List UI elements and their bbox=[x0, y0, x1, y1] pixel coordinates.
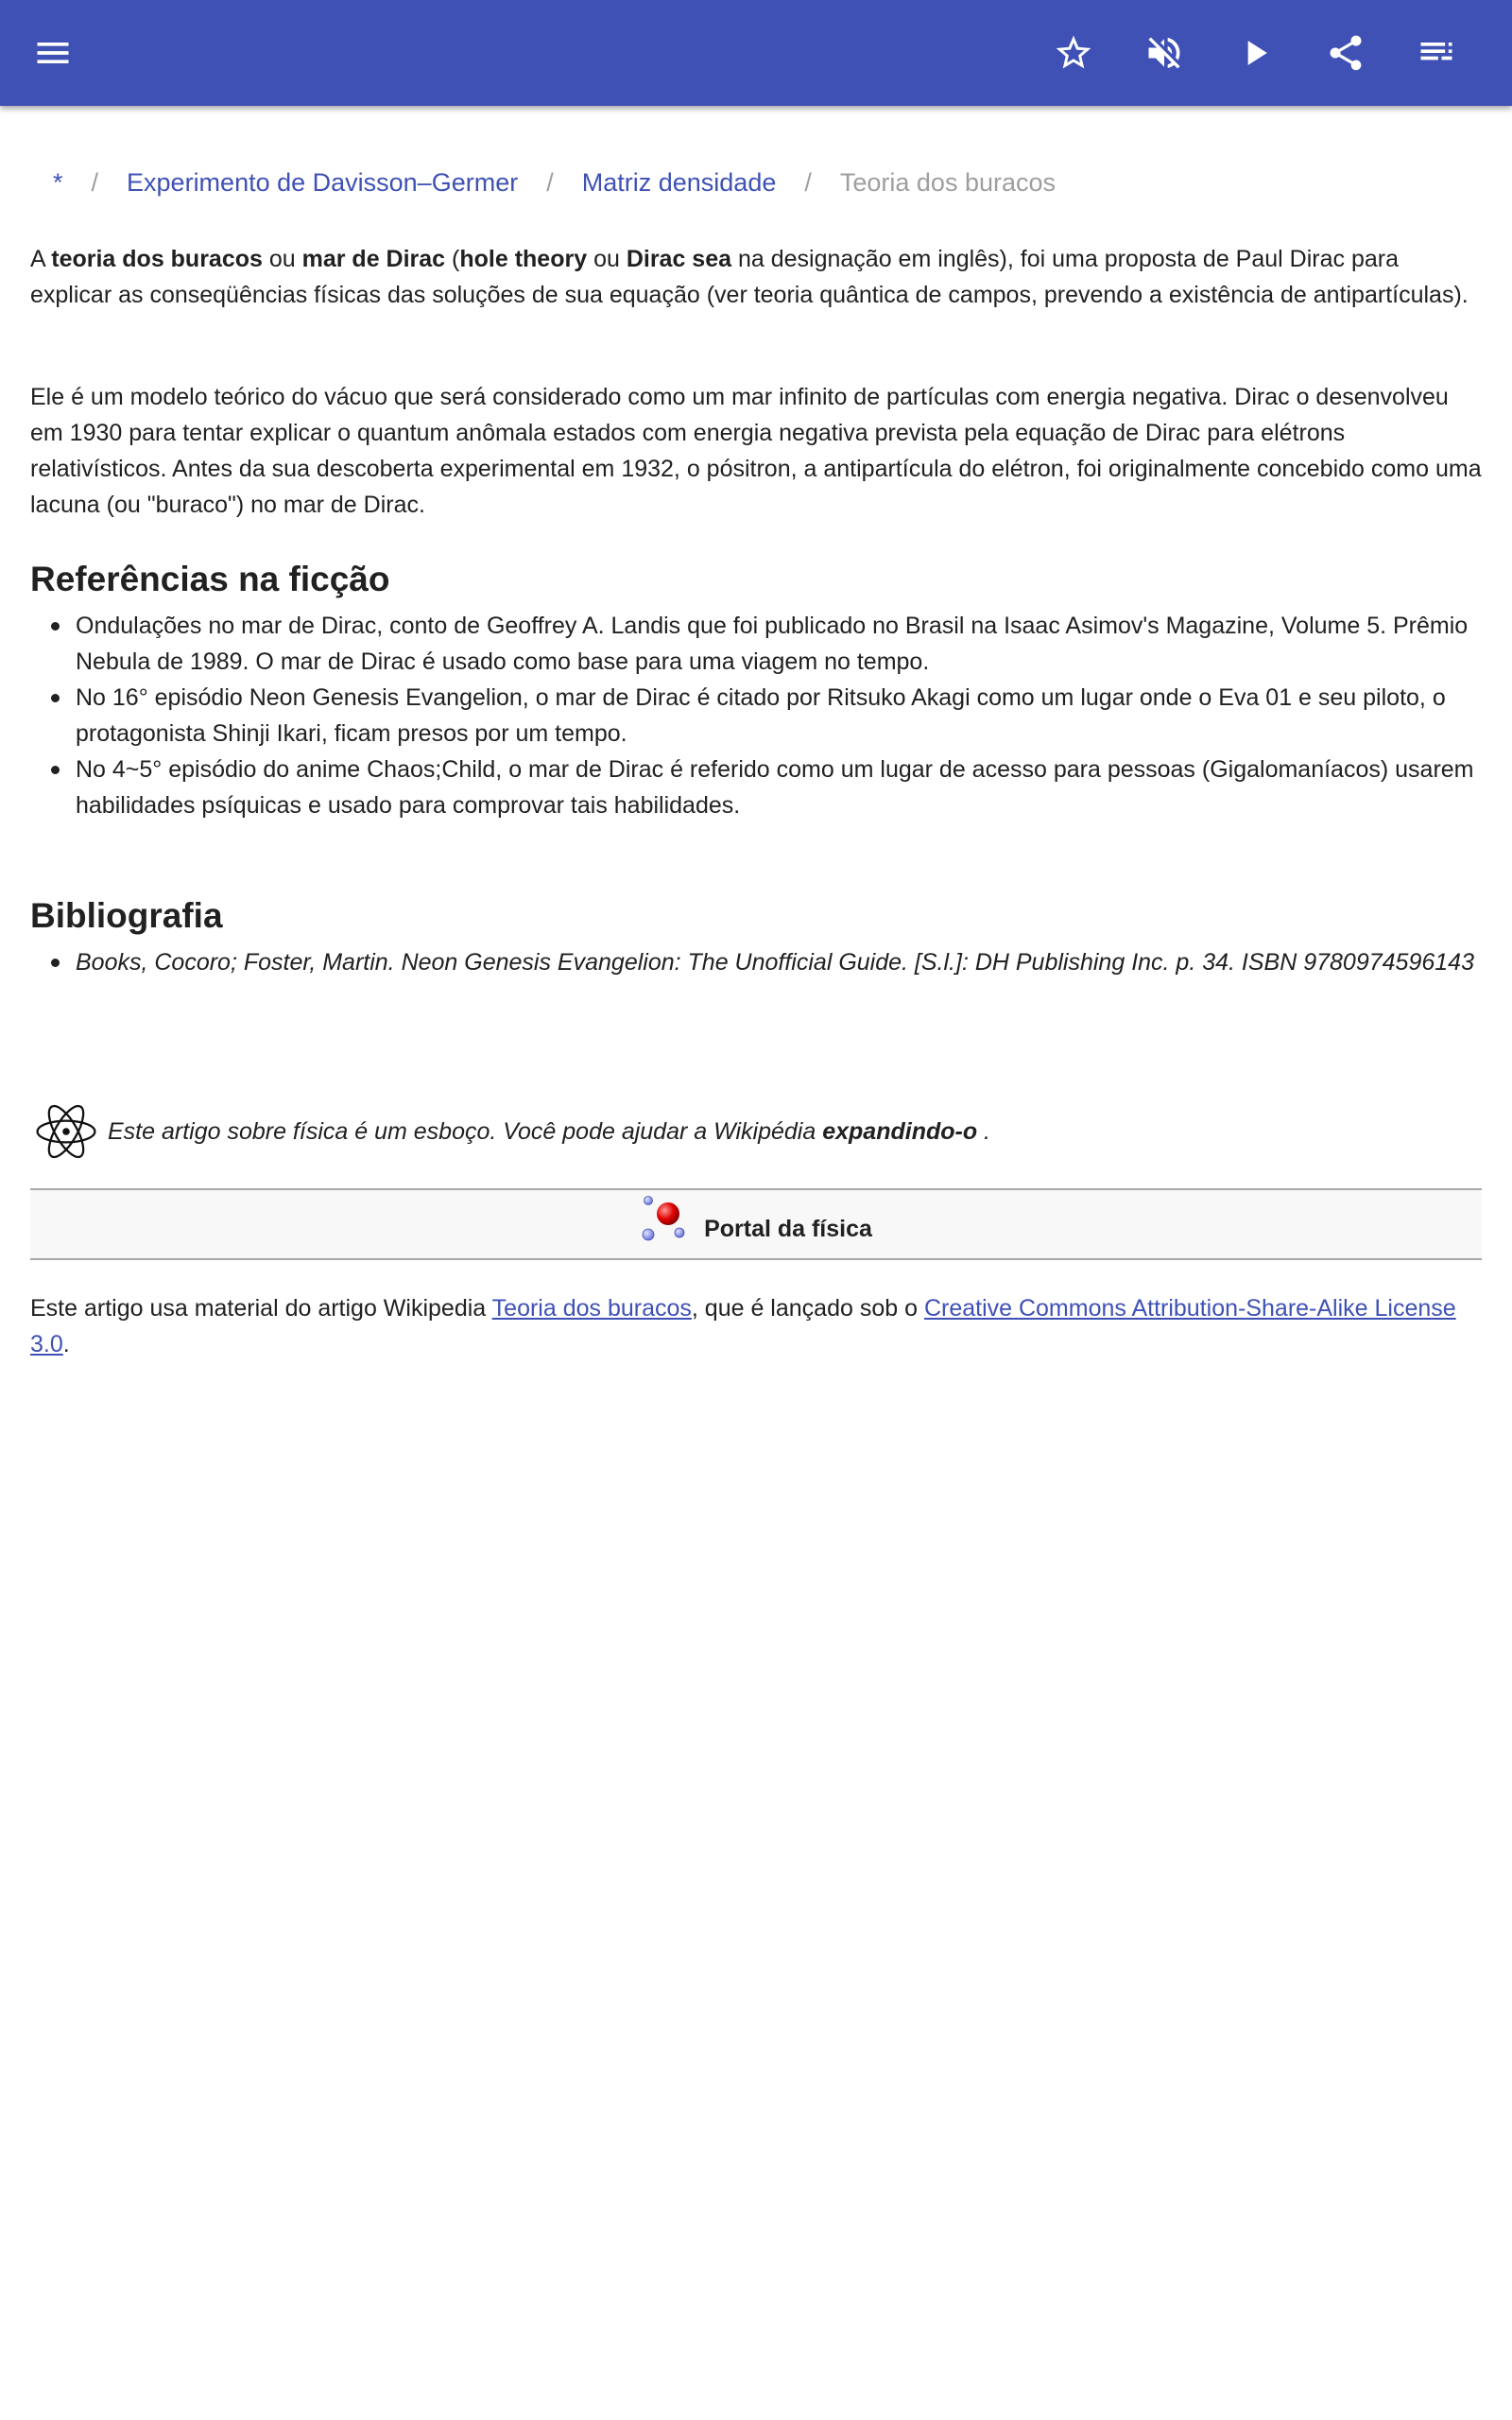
breadcrumb-current: Teoria dos buracos bbox=[839, 168, 1057, 197]
list-item: No 16° episódio Neon Genesis Evangelion, o mar de Dirac é citado por Ritsuko Akagi como um lugar onde o Eva 01 e seu piloto, o protagonista Shinji Ikari, ficam presos por um tempo. bbox=[76, 680, 1482, 752]
atom-icon bbox=[30, 1096, 102, 1167]
bold-term: Dirac sea bbox=[626, 246, 732, 272]
text: ( bbox=[445, 246, 460, 272]
intro-paragraph-1 bbox=[30, 241, 1482, 313]
menu-icon[interactable] bbox=[26, 26, 79, 79]
stub-notice bbox=[30, 1089, 1482, 1174]
text: . bbox=[62, 1331, 70, 1357]
section-heading-fiction: Referências na ficção bbox=[30, 560, 390, 598]
intro-paragraph-2: Ele é um modelo teórico do vácuo que será considerado como um mar infinito de partículas com energia negativa. Dirac o desenvolveu em 1930 para tentar explicar o quantum anômala estados com energia negativa prevista pela equação de Dirac para elétrons relativísticos. Antes da sua descoberta experimental em 1932, o pósitron, a antipartícula do elétron, foi originalmente concebido como uma lacuna (ou "buraco") no mar de Dirac. bbox=[30, 384, 1482, 518]
text: Este artigo sobre física é um esboço. Você pode ajudar a Wikipédia bbox=[108, 1117, 823, 1145]
text: na designação em inglês), foi uma proposta de Paul Dirac para explicar as conseqüências físicas das soluções de sua equação (ver teoria quântica de campos, prevendo a existência de antipartículas). bbox=[30, 246, 1469, 308]
text: Este artigo usa material do artigo Wikipedia bbox=[30, 1295, 492, 1322]
text: A bbox=[30, 246, 52, 272]
bold-term: mar de Dirac bbox=[301, 246, 446, 272]
portal-label[interactable]: Portal da física bbox=[704, 1215, 872, 1242]
list-item: Ondulações no mar de Dirac, conto de Geoffrey A. Landis que foi publicado no Brasil na Isaac Asimov's Magazine, Volume 5. Prêmio Nebula de 1989. O mar de Dirac é usado como base para uma viagem no tempo. bbox=[76, 608, 1482, 680]
bold-term: teoria dos buracos bbox=[51, 246, 263, 272]
list-item: No 4~5° episódio do anime Chaos;Child, o mar de Dirac é referido como um lugar de acesso para pessoas (Gigalomaníacos) usarem habilidades psíquicas e usado para comprovar tais habilidades. bbox=[76, 752, 1482, 823]
stub-text bbox=[108, 1118, 990, 1146]
fiction-list bbox=[76, 608, 1482, 823]
star-outline-icon[interactable] bbox=[1047, 26, 1100, 79]
share-icon[interactable] bbox=[1319, 26, 1372, 79]
license-link[interactable]: Creative Commons Attribution-Share-Alike License 3.0 bbox=[30, 1295, 1456, 1357]
bibliography-list bbox=[76, 944, 1482, 980]
breadcrumb-separator: / bbox=[91, 168, 99, 197]
text: . bbox=[977, 1117, 991, 1145]
breadcrumb-item-davisson-germer[interactable]: Experimento de Davisson–Germer bbox=[127, 168, 519, 197]
app-bar bbox=[0, 0, 1512, 106]
breadcrumb-separator: / bbox=[804, 168, 812, 197]
physics-portal-icon bbox=[640, 1193, 691, 1244]
play-icon[interactable] bbox=[1228, 26, 1281, 79]
text: , que é lançado sob o bbox=[691, 1295, 924, 1322]
breadcrumb-item-matriz-densidade[interactable]: Matriz densidade bbox=[581, 168, 777, 197]
text: ou bbox=[587, 246, 627, 272]
license-footer bbox=[30, 1290, 1482, 1362]
breadcrumb bbox=[53, 168, 1056, 198]
source-article-link[interactable]: Teoria dos buracos bbox=[491, 1295, 692, 1322]
portal-box[interactable] bbox=[30, 1188, 1482, 1260]
breadcrumb-separator: / bbox=[546, 168, 554, 197]
text: ou bbox=[262, 246, 302, 272]
volume-off-icon[interactable] bbox=[1138, 26, 1191, 79]
list-item: Books, Cocoro; Foster, Martin. Neon Genesis Evangelion: The Unofficial Guide. [S.l.]: DH Publishing Inc. p. 34. ISBN 9780974596143 bbox=[76, 944, 1482, 980]
section-heading-bibliography: Bibliografia bbox=[30, 896, 223, 935]
playlist-icon[interactable] bbox=[1410, 26, 1463, 79]
breadcrumb-home[interactable]: * bbox=[53, 168, 63, 197]
expand-link[interactable]: expandindo-o bbox=[822, 1117, 978, 1145]
bold-term: hole theory bbox=[459, 246, 588, 272]
